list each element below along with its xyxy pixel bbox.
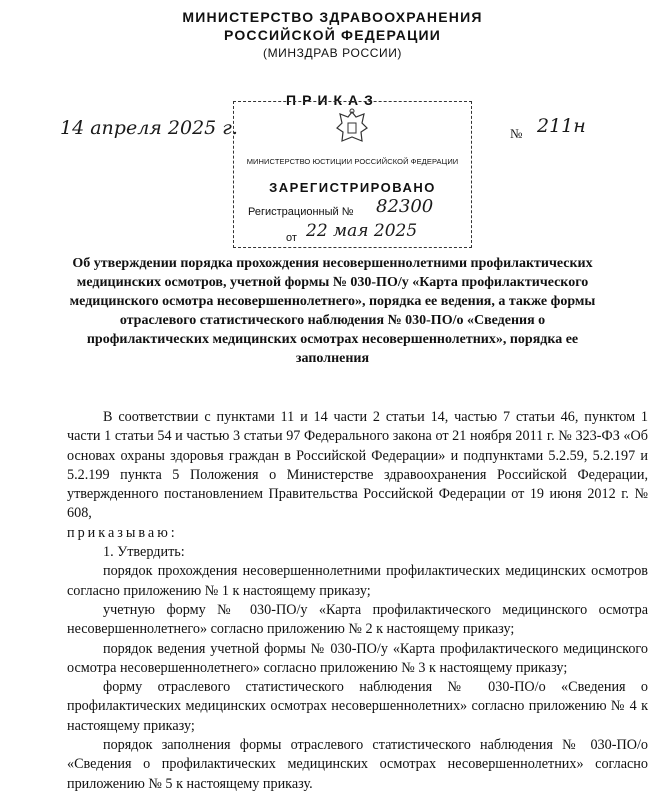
- sub-item-3: порядок ведения учетной формы № 030-ПО/у «Карта профилактического медицинского осмотра несовершеннолетнего» согласно приложению № 3 к настоящему приказу;: [67, 640, 648, 676]
- orders-word: приказываю:: [67, 524, 178, 541]
- stamp-reg-number: 82300: [376, 196, 434, 217]
- order-heading: ПРИКАЗ: [286, 92, 379, 108]
- stamp-date: 22 мая 2025: [306, 221, 418, 241]
- sub-item-5: порядок заполнения формы отраслевого статистического наблюдения № 030-ПО/о «Сведения о профилактических медицинских осмотрах несовершеннолетних» согласно приложению № 5 к настоящему приказу.: [67, 737, 648, 792]
- stamp-date-prefix: от: [286, 232, 297, 244]
- sub-item-4: форму отраслевого статистического наблюдения № 030-ПО/о «Сведения о профилактических медицинских осмотрах несовершеннолетних» согласно приложению № 4 к настоящему приказу;: [67, 679, 648, 734]
- stamp-status: ЗАРЕГИСТРИРОВАНО: [269, 180, 436, 195]
- document-body: [67, 408, 648, 794]
- ministry-short-name: (МИНЗДРАВ РОССИИ): [262, 46, 403, 60]
- order-date: 14 апреля 2025 г.: [60, 117, 238, 139]
- registration-stamp: [233, 101, 472, 248]
- stamp-reg-label: Регистрационный №: [248, 206, 354, 218]
- document-title: Об утверждении порядка прохождения несовершеннолетними профилактических медицинских осмотров, учетной формы № 030-ПО/у «Карта профилактического медицинского осмотра несовершеннолетнего», порядка ее ведения, а также формы отраслевого статистического наблюдения № 030-ПО/о «Сведения о профилактических медицинских осмотрах несовершеннолетних», порядка ее заполнения: [69, 256, 596, 366]
- sub-item-2: учетную форму № 030-ПО/у «Карта профилактического медицинского осмотра несовершеннолетнего» согласно приложению № 2 к настоящему приказу;: [67, 601, 648, 638]
- order-number-prefix: №: [510, 126, 523, 141]
- stamp-organization: МИНИСТЕРСТВО ЮСТИЦИИ РОССИЙСКОЙ ФЕДЕРАЦИИ: [246, 157, 459, 166]
- preamble-paragraph: В соответствии с пунктами 11 и 14 части 2 статьи 14, частью 7 статьи 46, пунктом 1 части 1 статьи 54 и частью 3 статьи 97 Федерального закона от 21 ноября 2011 г. № 323-ФЗ «Об основах охраны здоровья граждан в Российской Федерации» и подпунктами 5.2.59, 5.2.197 и 5.2.199 пункта 5 Положения о Министерстве здравоохранения Российской Федерации, утвержденного постановлением Правительства Российской Федерации от 19 июня 2012 г. № 608,: [67, 409, 648, 522]
- sub-item-1: порядок прохождения несовершеннолетними профилактических медицинских осмотров согласно приложению № 1 к настоящему приказу;: [67, 563, 648, 599]
- ministry-name-line1: МИНИСТЕРСТВО ЗДРАВООХРАНЕНИЯ: [182, 9, 483, 25]
- coat-of-arms-icon: [334, 108, 370, 148]
- order-number: 211н: [537, 115, 586, 137]
- item-1: 1. Утвердить:: [103, 544, 185, 561]
- ministry-name-line2: РОССИЙСКОЙ ФЕДЕРАЦИИ: [223, 27, 442, 43]
